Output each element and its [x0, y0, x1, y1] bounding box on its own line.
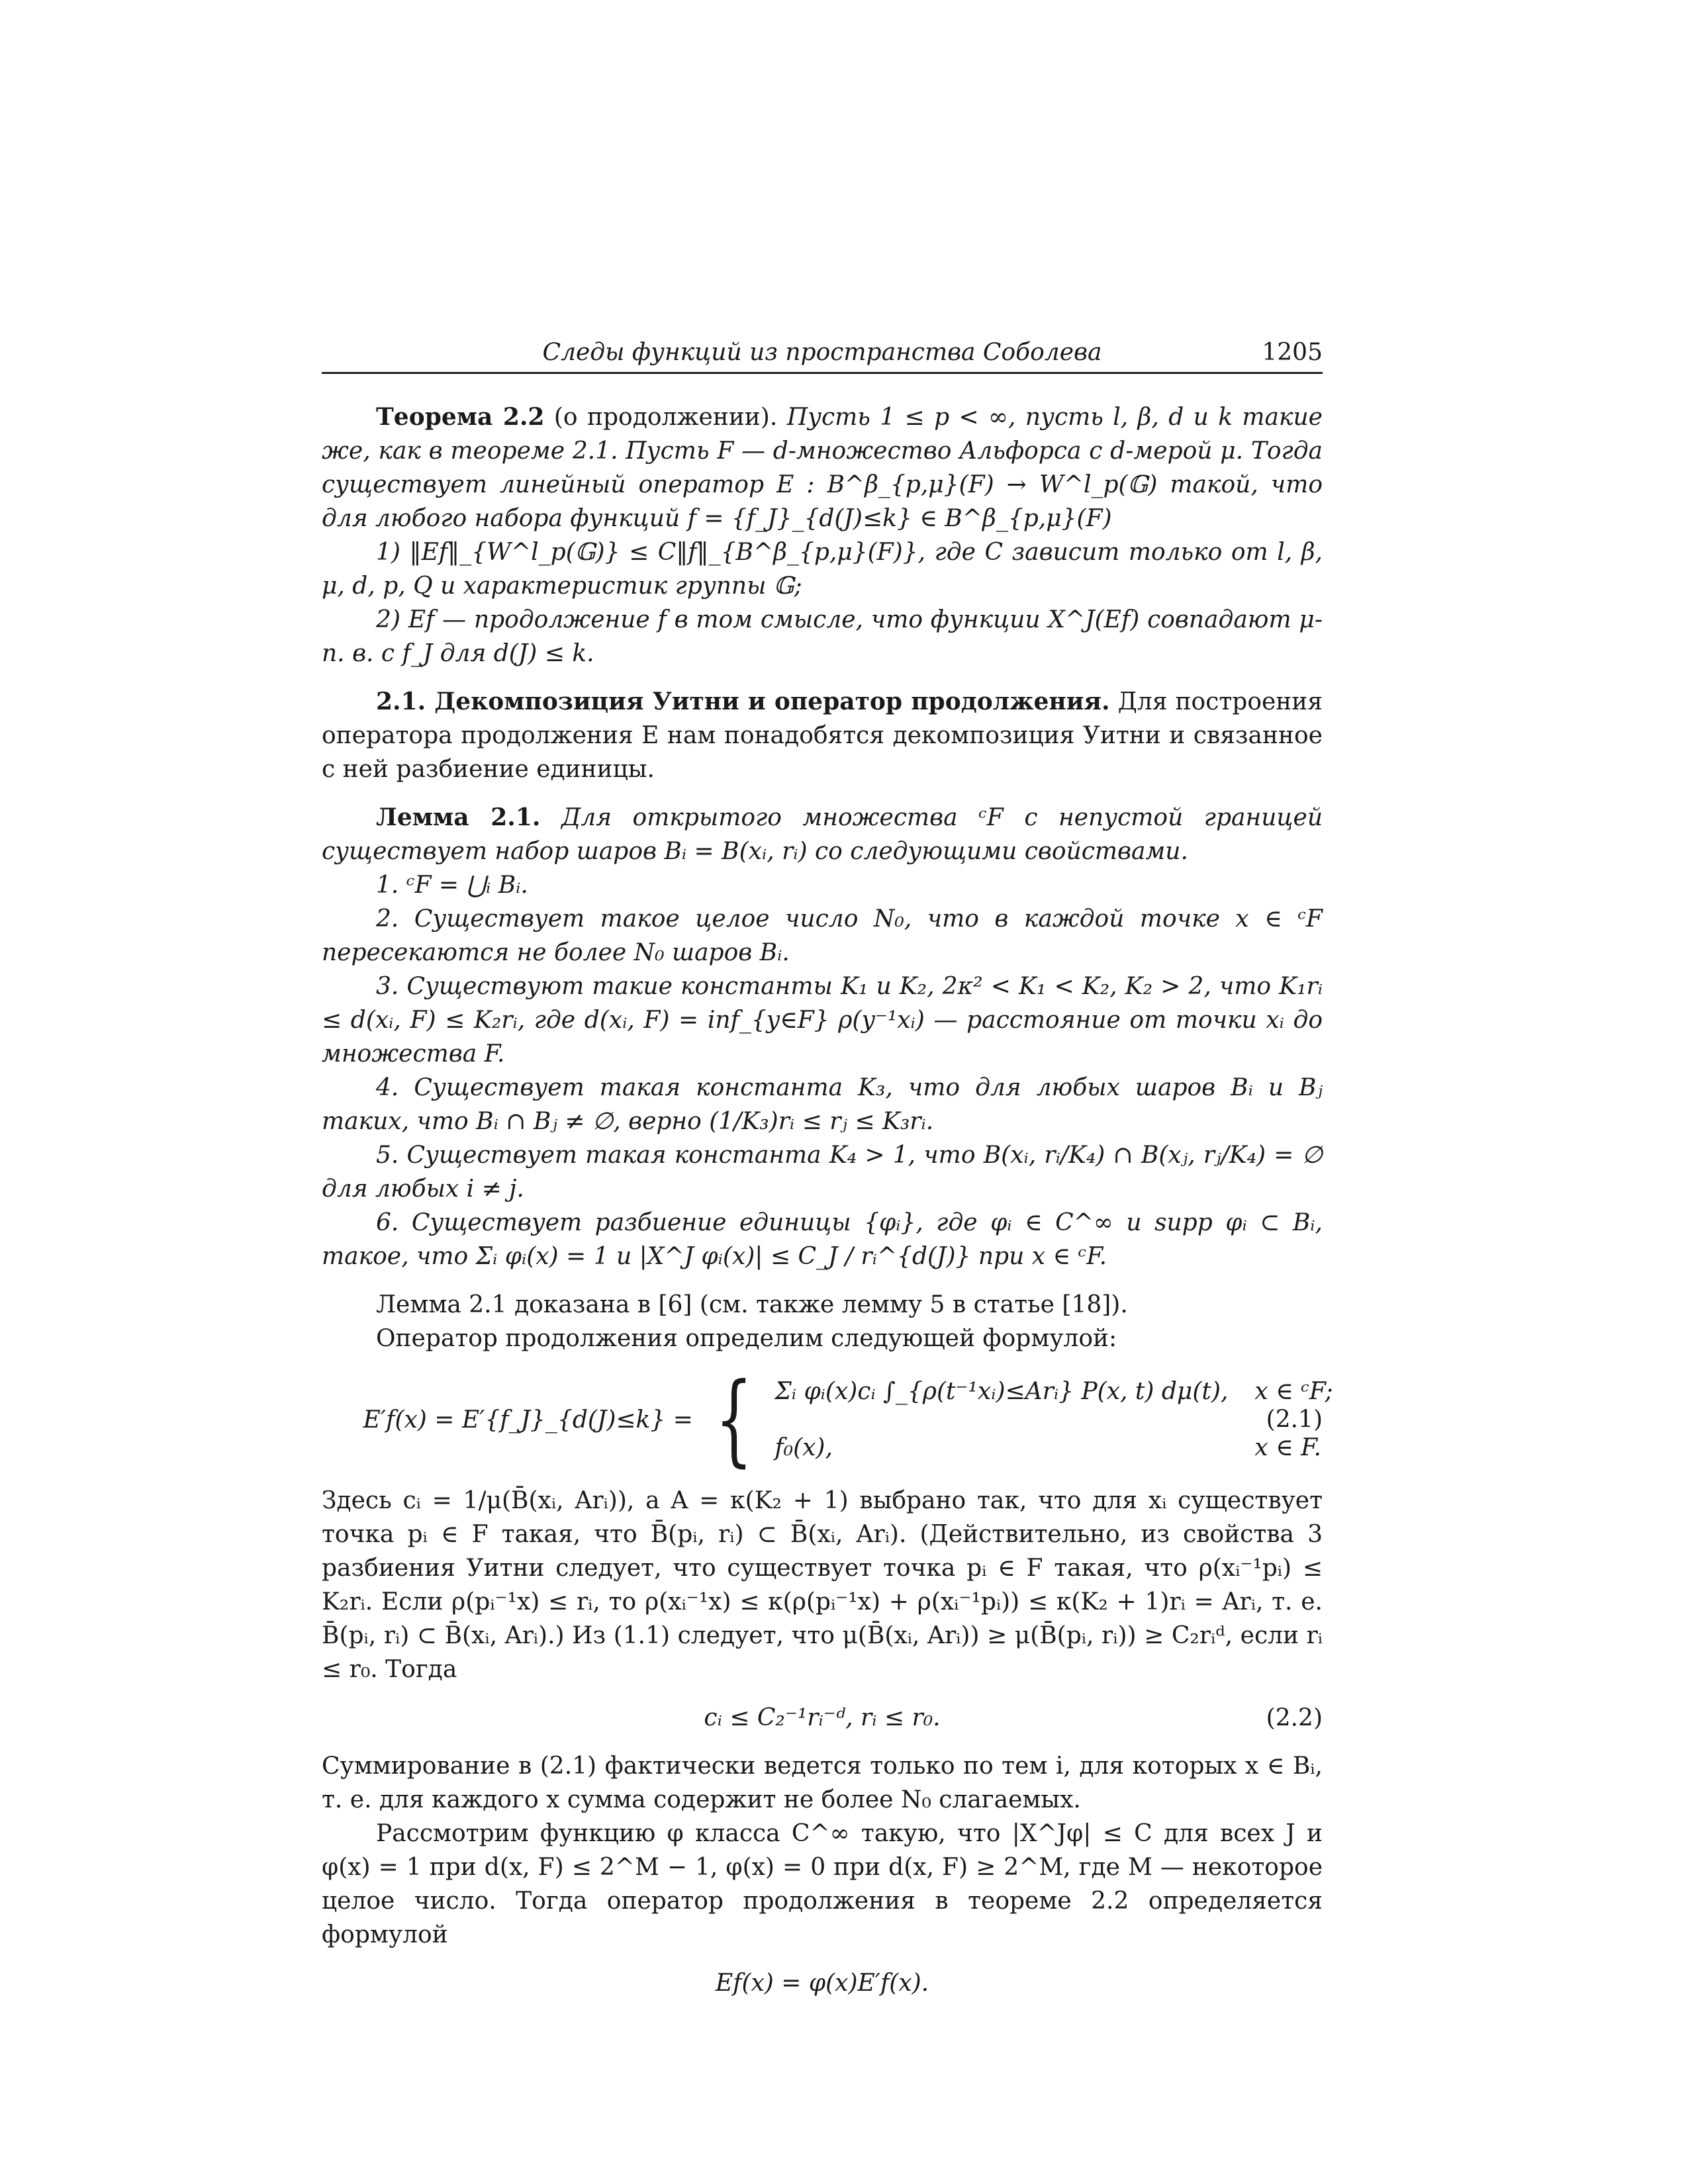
lemma-statement: [322, 801, 1323, 868]
eq21-number: (2.1): [1266, 1406, 1323, 1433]
theorem-item-2: 2) Ef — продолжение f в том смысле, что функции X^J(Ef) совпадают μ-п. в. с f_J для d(J) ≤ k.: [322, 606, 1323, 667]
summation-paragraph: Суммирование в (2.1) фактически ведется только по тем i, для которых x ∈ Bᵢ, т. е. для каждого x сумма содержит не более N₀ слагаемых.: [322, 1752, 1323, 1813]
lemma-item-6: 6. Существует разбиение единицы {φᵢ}, где φᵢ ∈ C^∞ и supp φᵢ ⊂ Bᵢ, такое, что Σᵢ φᵢ(x) = 1 и |X^J φᵢ(x)| ≤ C_J / rᵢ^{d(J)} при x ∈ ᶜF.: [322, 1209, 1323, 1270]
eq22-body: cᵢ ≤ C₂⁻¹rᵢ⁻ᵈ, rᵢ ≤ r₀.: [704, 1704, 941, 1731]
section-paragraph: [322, 685, 1323, 786]
eq21-case-1: Σᵢ φᵢ(x)cᵢ ∫_{ρ(t⁻¹xᵢ)≤Arᵢ} P(x, t) dμ(t),: [774, 1378, 1229, 1405]
theorem-item-1: 1) ‖Ef‖_{W^l_p(𝔾)} ≤ C‖f‖_{B^β_{p,μ}(F)}, где C зависит только от l, β, μ, d, p, Q и характеристик группы 𝔾;: [322, 539, 1323, 600]
lemma-item-5: 5. Существует такая константа K₄ > 1, что B(xᵢ, rᵢ/K₄) ∩ B(xⱼ, rⱼ/K₄) = ∅ для любых i ≠ j.: [322, 1142, 1323, 1203]
lemma-intro: Для открытого множества ᶜF с непустой границей существует набор шаров Bᵢ = B(xᵢ, rᵢ) со следующими свойствами.: [322, 804, 1323, 865]
lemma-item-3: 3. Существуют такие константы K₁ и K₂, 2κ² < K₁ < K₂, K₂ > 2, что K₁rᵢ ≤ d(xᵢ, F) ≤ K₂rᵢ, где d(xᵢ, F) = inf_{y∈F} ρ(y⁻¹xᵢ) — расстояние от точки xᵢ до множества F.: [322, 973, 1323, 1068]
eq21-cond-2: x ∈ F.: [1254, 1434, 1321, 1461]
lemma-label: Лемма 2.1.: [376, 803, 541, 831]
eq21-lhs: E′f(x) = E′{f_J}_{d(J)≤k} =: [363, 1406, 693, 1433]
page-body: [322, 400, 1333, 2015]
eq21-cond-1: x ∈ ᶜF;: [1254, 1378, 1333, 1405]
theorem-name: (о продолжении).: [553, 404, 778, 431]
eq21-case-2: f₀(x),: [774, 1434, 833, 1461]
cutoff-function-paragraph: Рассмотрим функцию φ класса C^∞ такую, что |X^Jφ| ≤ C для всех J и φ(x) = 1 при d(x, F) ≤ 2^M − 1, φ(x) = 0 при d(x, F) ≥ 2^M, где M — некоторое целое число. Тогда оператор продолжения в теореме 2.2 определяется формулой: [322, 1820, 1323, 1948]
eq22-number: (2.2): [1266, 1704, 1323, 1731]
final-equation: [322, 1966, 1323, 2000]
lemma-proof-reference: Лемма 2.1 доказана в [6] (см. также лемму 5 в статье [18]).: [376, 1291, 1128, 1318]
section-text: Для построения оператора продолжения E нам понадобятся декомпозиция Уитни и связанное с ней разбиение единицы.: [322, 688, 1323, 783]
running-title: Следы функций из пространства Соболева: [542, 339, 1102, 366]
equation-2-1: [322, 1362, 1333, 1477]
lemma-item-2: 2. Существует такое целое число N₀, что в каждой точке x ∈ ᶜF пересекаются не более N₀ шаров Bᵢ.: [322, 905, 1323, 966]
page-number: 1205: [1262, 339, 1323, 366]
left-brace: {: [714, 1362, 753, 1477]
theorem-body: Пусть 1 ≤ p < ∞, пусть l, β, d и k такие же, как в теореме 2.1. Пусть F — d-множество Альфорса с d-мерой μ. Тогда существует линейный оператор E : B^β_{p,μ}(F) → W^l_p(𝔾) такой, что для любого набора функций f = {f_J}_{d(J)≤k} ∈ B^β_{p,μ}(F): [322, 404, 1323, 532]
lemma-item-4: 4. Существует такая константа K₃, что для любых шаров Bᵢ и Bⱼ таких, что Bᵢ ∩ Bⱼ ≠ ∅, верно (1/K₃)rᵢ ≤ rⱼ ≤ K₃rᵢ.: [322, 1074, 1323, 1135]
running-head: [322, 339, 1323, 374]
theorem-statement: [322, 400, 1323, 535]
theorem-label: Теорема 2.2: [376, 403, 545, 431]
final-equation-body: Ef(x) = φ(x)E′f(x).: [715, 1970, 929, 1997]
equation-2-2: [322, 1701, 1323, 1735]
section-heading: 2.1. Декомпозиция Уитни и оператор продолжения.: [376, 688, 1110, 715]
operator-definition-intro: Оператор продолжения определим следующей формулой:: [376, 1325, 1117, 1352]
explanation-paragraph: Здесь cᵢ = 1/μ(B̄(xᵢ, Arᵢ)), а A = κ(K₂ + 1) выбрано так, что для xᵢ существует точка pᵢ ∈ F такая, что B̄(pᵢ, rᵢ) ⊂ B̄(xᵢ, Arᵢ). (Действительно, из свойства 3 разбиения Уитни следует, что существует точка pᵢ ∈ F такая, что ρ(xᵢ⁻¹pᵢ) ≤ K₂rᵢ. Если ρ(pᵢ⁻¹x) ≤ rᵢ, то ρ(xᵢ⁻¹x) ≤ κ(ρ(pᵢ⁻¹x) + ρ(xᵢ⁻¹pᵢ)) ≤ κ(K₂ + 1)rᵢ = Arᵢ, т. е. B̄(pᵢ, rᵢ) ⊂ B̄(xᵢ, Arᵢ).) Из (1.1) следует, что μ(B̄(xᵢ, Arᵢ)) ≥ μ(B̄(pᵢ, rᵢ)) ≥ C₂rᵢᵈ, если rᵢ ≤ r₀. Тогда: [322, 1487, 1323, 1683]
lemma-item-1: 1. ᶜF = ⋃ᵢ Bᵢ.: [376, 872, 528, 899]
